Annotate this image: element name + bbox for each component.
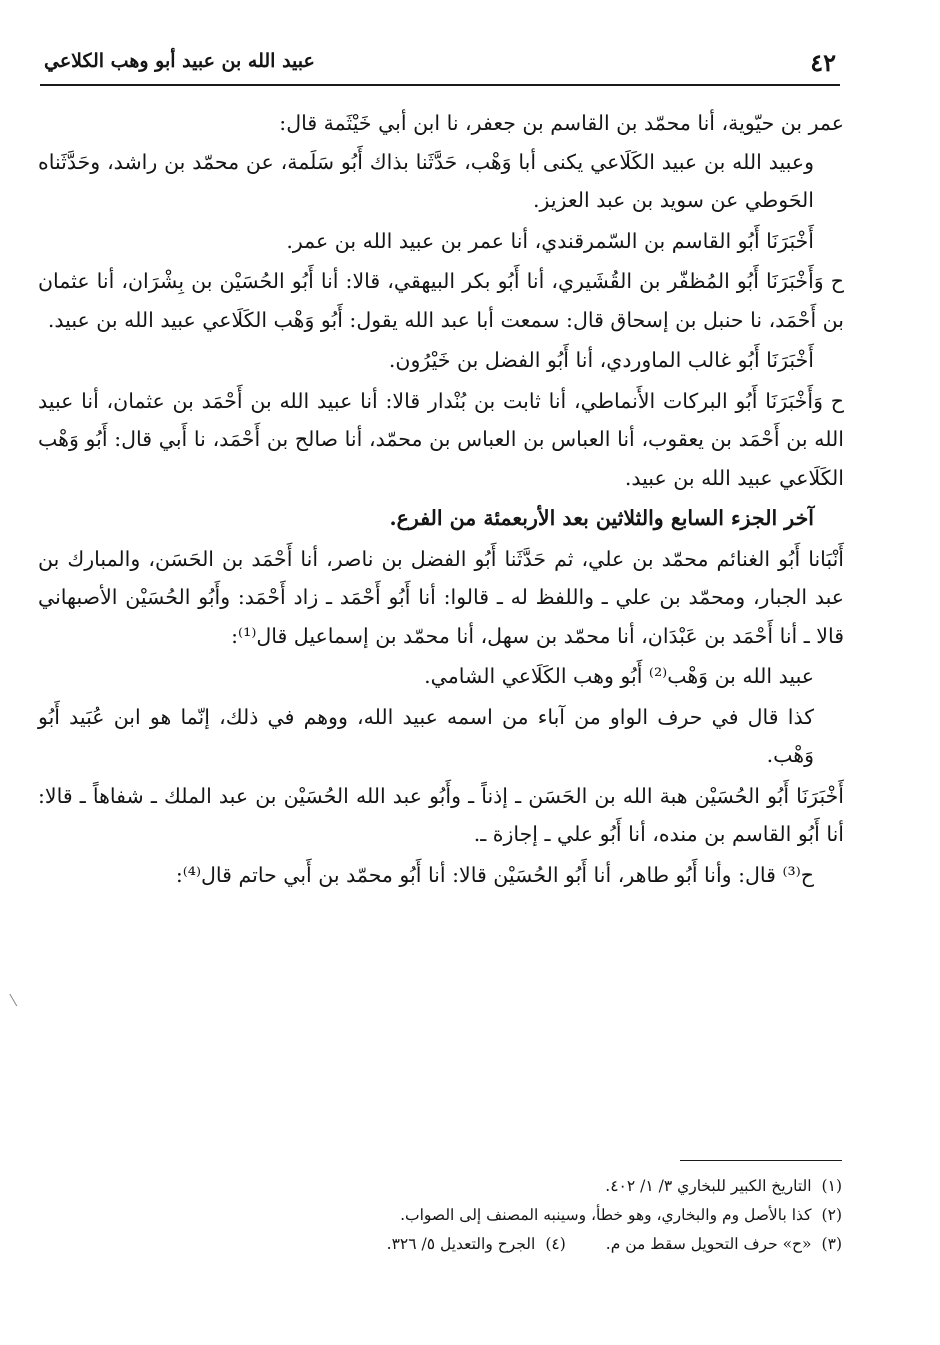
- footnote-4: [387, 1230, 566, 1259]
- footnote-2: [38, 1201, 842, 1230]
- page-number: ٤٢: [810, 48, 836, 77]
- paragraph-6: ح وَأَخْبَرَنَا أَبُو البركات الأَنماطي، أنا ثابت بن بُنْدار قالا: أنا عبيد الله بن أَحْمَد بن عثمان، أنا عبيد الله بن أَحْمَد بن يعقوب، أنا العباس بن العباس بن محمّد، أنا صالح بن أَحْمَد، نا أَبي قال: أَبُو وَهْب الكَلَاعي عبيد الله بن عبيد.: [38, 388, 844, 490]
- footnote-2-text: كذا بالأصل وم والبخاري، وهو خطأ، وسينبه المصنف إلى الصواب.: [400, 1206, 812, 1224]
- paragraph-7: آخر الجزء السابع والثلاثين بعد الأربعمئة من الفرع.: [389, 506, 814, 530]
- footnotes: [38, 1172, 842, 1259]
- running-title: عبيد الله بن عبيد أبو وهب الكلاعي: [44, 50, 315, 72]
- footnote-row-3-4: [38, 1230, 842, 1259]
- footnote-1: [38, 1172, 842, 1201]
- paragraph-3: أَخْبَرَنَا أَبُو القاسم بن السّمرقندي، أنا عمر بن عبيد الله بن عمر.: [286, 228, 814, 253]
- footnote-3-number: (٣): [821, 1235, 842, 1253]
- paragraph-12: ح⁽³⁾ قال: وأنا أَبُو طاهر، أنا أَبُو الحُسَيْن قالا: أنا أَبُو محمّد بن أَبي حاتم قال⁽⁴⁾:: [175, 862, 814, 887]
- running-header: [40, 44, 840, 86]
- footnote-4-number: (٤): [545, 1235, 566, 1253]
- paragraph-10: كذا قال في حرف الواو من آباء من اسمه عبيد الله، ووهم في ذلك، إنّما هو ابن عُبَيد أَبُو وَهْب.: [38, 704, 814, 767]
- footnote-1-text: التاريخ الكبير للبخاري ٣/ ١/ ٤٠٢.: [605, 1177, 812, 1195]
- paragraph-4: ح وَأَخْبَرَنَا أَبُو المُظفّر بن القُشَيري، أنا أَبُو بكر البيهقي، قالا: أنا أَبُو الحُسَيْن بن بِشْرَان، أنا عثمان بن أَحْمَد، نا حنبل بن إسحاق قال: سمعت أبا عبد الله يقول: أَبُو وَهْب الكَلَاعي عبيد الله بن عبيد.: [38, 269, 844, 332]
- paragraph-2: وعبيد الله بن عبيد الكَلَاعي يكنى أبا وَهْب، حَدَّثَنا بذاك أَبُو سَلَمة، عن محمّد بن راشد، وحَدَّثَناه الحَوطي عن سويد بن عبد العزيز.: [38, 149, 814, 212]
- footnote-2-number: (٢): [821, 1206, 842, 1224]
- footnote-3: [606, 1230, 842, 1259]
- paragraph-9: عبيد الله بن وَهْب⁽²⁾ أَبُو وهب الكَلَاعي الشامي.: [424, 664, 814, 688]
- footnote-separator: [680, 1160, 842, 1161]
- main-text: [38, 104, 844, 894]
- footnote-4-text: الجرح والتعديل ٥/ ٣٢٦.: [386, 1235, 536, 1253]
- footnote-1-number: (١): [821, 1177, 842, 1195]
- paragraph-1: عمر بن حيّوية، أنا محمّد بن القاسم بن جعفر، نا ابن أبي خَيْثَمة قال:: [279, 111, 844, 135]
- paragraph-8: أَنْبَانا أَبُو الغنائم محمّد بن علي، ثم حَدَّثَنا أَبُو الفضل بن ناصر، أنا أَحْمَد بن الحَسَن، والمبارك بن عبد الجبار، ومحمّد بن علي ـ واللفظ له ـ قالوا: أنا أَبُو أَحْمَد ـ زاد أَحْمَد: وأَبُو الحُسَيْن الأصبهاني قالا ـ أنا أَحْمَد بن عَبْدَان، أنا محمّد بن سهل، أنا محمّد بن إسماعيل قال⁽¹⁾:: [38, 546, 844, 648]
- margin-mark: [9, 988, 27, 1007]
- footnote-3-text: «ح» حرف التحويل سقط من م.: [605, 1235, 812, 1253]
- paragraph-5: أَخْبَرَنَا أَبُو غالب الماوردي، أنا أَبُو الفضل بن خَيْرُون.: [388, 348, 814, 372]
- paragraph-11: أَخْبَرَنَا أَبُو الحُسَيْن هبة الله بن الحَسَن ـ إذناً ـ وأَبُو عبد الله الحُسَيْن بن عبد الملك ـ شفاهاً ـ قالا: أنا أَبُو القاسم بن منده، أنا أَبُو علي ـ إجازة ـ.: [38, 783, 844, 846]
